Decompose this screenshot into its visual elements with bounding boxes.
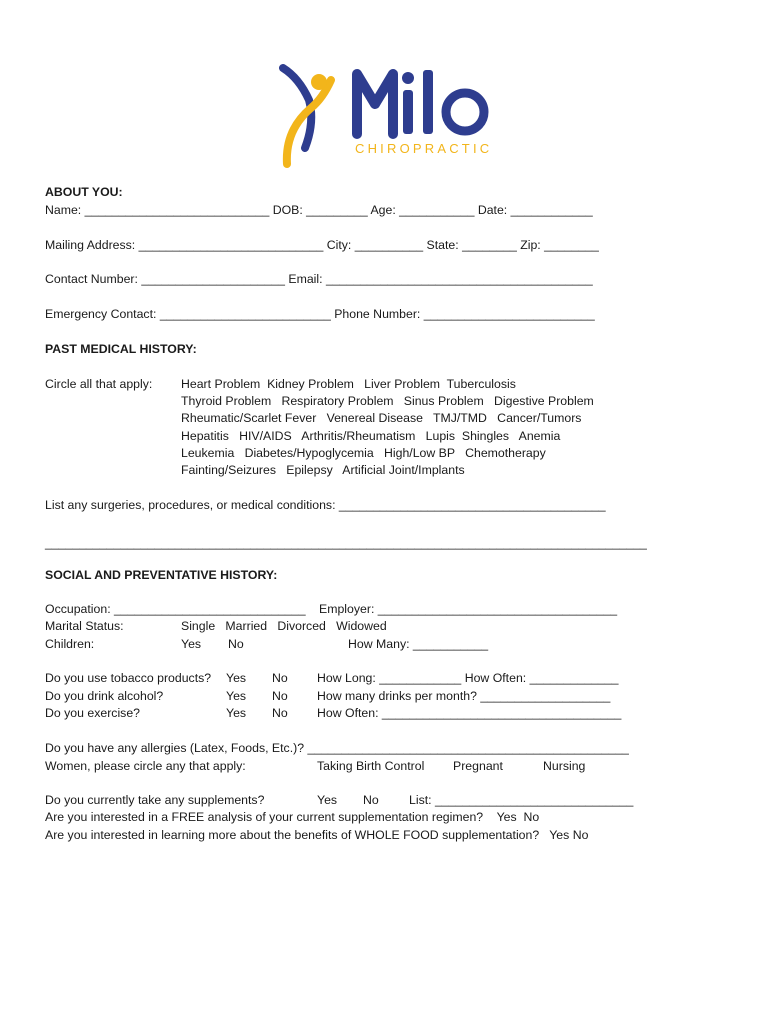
supplements-list-field[interactable]: List: _____________________________ <box>409 793 634 807</box>
condition-line-5[interactable]: Leukemia Diabetes/Hypoglycemia High/Low BP Chemotherapy <box>181 446 546 460</box>
letter-o-icon <box>446 93 484 131</box>
exercise-detail[interactable]: How Often: ___________________________________ <box>317 706 622 720</box>
condition-line-3[interactable]: Rheumatic/Scarlet Fever Venereal Disease TMJ/TMD Cancer/Tumors <box>181 411 582 425</box>
circle-label: Circle all that apply: <box>45 377 153 391</box>
letter-i-dot-icon <box>402 72 414 84</box>
how-many-field[interactable]: How Many: ___________ <box>348 637 489 651</box>
occupation-field[interactable]: Occupation: ____________________________ <box>45 602 306 616</box>
supplements-no[interactable]: No <box>363 793 379 807</box>
exercise-no[interactable]: No <box>272 706 288 720</box>
supplements-question: Do you currently take any supplements? <box>45 793 265 807</box>
about-name-line[interactable]: Name: ___________________________ DOB: _________ Age: ___________ Date: ____________ <box>45 203 593 217</box>
children-yes[interactable]: Yes <box>181 637 202 651</box>
condition-line-1[interactable]: Heart Problem Kidney Problem Liver Problem Tuberculosis <box>181 377 516 391</box>
whole-food-question[interactable]: Are you interested in learning more about the benefits of WHOLE FOOD supplementation? Yes No <box>45 828 589 842</box>
surgeries-extra-line[interactable]: ________________________________________________________________________________________ <box>45 536 647 550</box>
supplements-yes[interactable]: Yes <box>317 793 338 807</box>
exercise-question: Do you exercise? <box>45 706 141 720</box>
condition-line-4[interactable]: Hepatitis HIV/AIDS Arthritis/Rheumatism Lupis Shingles Anemia <box>181 429 561 443</box>
social-heading: SOCIAL AND PREVENTATIVE HISTORY: <box>45 568 278 582</box>
alcohol-yes[interactable]: Yes <box>226 689 247 703</box>
figure-head-icon <box>311 74 327 90</box>
women-label: Women, please circle any that apply: <box>45 759 246 773</box>
about-contact-line[interactable]: Contact Number: _____________________ Email: _______________________________________ <box>45 272 593 286</box>
milo-chiropractic-logo <box>275 60 500 170</box>
alcohol-detail[interactable]: How many drinks per month? ___________________ <box>317 689 611 703</box>
about-emergency-line[interactable]: Emergency Contact: _________________________ Phone Number: _________________________ <box>45 307 595 321</box>
women-option-birth-control[interactable]: Taking Birth Control <box>317 759 425 773</box>
about-heading: ABOUT YOU: <box>45 185 123 199</box>
free-analysis-question[interactable]: Are you interested in a FREE analysis of your current supplementation regimen? Yes No <box>45 810 540 824</box>
tobacco-no[interactable]: No <box>272 671 288 685</box>
alcohol-question: Do you drink alcohol? <box>45 689 164 703</box>
letter-i-icon <box>403 90 413 134</box>
women-option-nursing[interactable]: Nursing <box>543 759 586 773</box>
children-label: Children: <box>45 637 95 651</box>
condition-line-6[interactable]: Fainting/Seizures Epilepsy Artificial Joint/Implants <box>181 463 465 477</box>
children-no[interactable]: No <box>228 637 244 651</box>
tobacco-yes[interactable]: Yes <box>226 671 247 685</box>
employer-field[interactable]: Employer: ___________________________________ <box>319 602 618 616</box>
letter-l-icon <box>423 70 433 134</box>
women-option-pregnant[interactable]: Pregnant <box>453 759 503 773</box>
about-address-line[interactable]: Mailing Address: ___________________________ City: __________ State: ________ Zip: ________ <box>45 238 599 252</box>
surgeries-line[interactable]: List any surgeries, procedures, or medical conditions: _______________________________________ <box>45 498 606 512</box>
exercise-yes[interactable]: Yes <box>226 706 247 720</box>
tobacco-question: Do you use tobacco products? <box>45 671 212 685</box>
tobacco-detail[interactable]: How Long: ____________ How Often: _____________ <box>317 671 619 685</box>
alcohol-no[interactable]: No <box>272 689 288 703</box>
condition-line-2[interactable]: Thyroid Problem Respiratory Problem Sinus Problem Digestive Problem <box>181 394 594 408</box>
letter-m-icon <box>357 74 393 134</box>
medical-heading: PAST MEDICAL HISTORY: <box>45 342 197 356</box>
marital-options[interactable]: Single Married Divorced Widowed <box>181 619 387 633</box>
marital-label: Marital Status: <box>45 619 124 633</box>
logo-tagline: CHIROPRACTIC <box>355 141 493 156</box>
allergies-line[interactable]: Do you have any allergies (Latex, Foods, Etc.)? _______________________________________________ <box>45 741 629 755</box>
